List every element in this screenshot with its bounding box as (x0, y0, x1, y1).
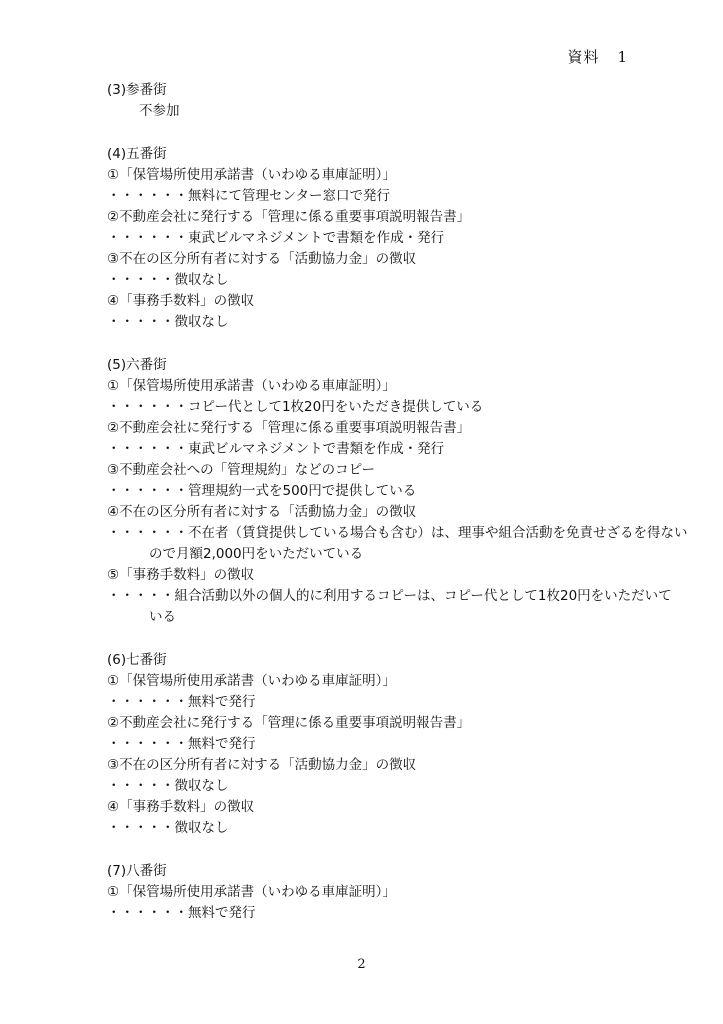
list-item: ①「保管場所使用承諾書（いわゆる車庫証明）」 (107, 378, 396, 394)
page-number: 2 (357, 957, 366, 972)
list-item: ①「保管場所使用承諾書（いわゆる車庫証明）」 (107, 673, 396, 689)
item-detail: ・・・・・・無料で発行 (107, 736, 256, 752)
section-heading: (5)六番街 (107, 357, 167, 373)
item-detail-continued: ので月額2,000円をいただいている (149, 546, 364, 562)
item-detail: ・・・・・徴収なし (107, 314, 229, 330)
list-item: ④「事務手数料」の徴収 (107, 799, 255, 815)
list-item: ④「事務手数料」の徴収 (107, 293, 255, 309)
header-number: 1 (617, 48, 628, 66)
list-item: ⑤「事務手数料」の徴収 (107, 567, 255, 583)
item-detail: ・・・・・・無料にて管理センター窓口で発行 (107, 188, 390, 204)
item-detail: ・・・・・徴収なし (107, 820, 229, 836)
item-detail: ・・・・・・コピー代として1枚20円をいただき提供している (107, 399, 484, 415)
item-detail: ・・・・・・無料で発行 (107, 905, 256, 921)
header-label: 資料 (567, 48, 600, 66)
section-heading: (7)八番街 (107, 863, 167, 879)
list-item: ②不動産会社に発行する「管理に係る重要事項説明報告書」 (107, 420, 471, 436)
document-header (567, 46, 628, 67)
item-detail: ・・・・・徴収なし (107, 272, 229, 288)
section-heading: (3)参番街 (107, 82, 167, 98)
section-spacer (107, 122, 627, 144)
item-detail: ・・・・・・東武ビルマネジメントで書類を作成・発行 (107, 441, 445, 457)
item-detail-continued: いる (149, 609, 176, 625)
section-heading: (6)七番街 (107, 652, 167, 668)
list-item: ②不動産会社に発行する「管理に係る重要事項説明報告書」 (107, 209, 471, 225)
list-item: ④不在の区分所有者に対する「活動協力金」の徴収 (107, 504, 417, 520)
list-item: ②不動産会社に発行する「管理に係る重要事項説明報告書」 (107, 715, 471, 731)
list-item: ①「保管場所使用承諾書（いわゆる車庫証明）」 (107, 167, 396, 183)
item-detail: ・・・・・・東武ビルマネジメントで書類を作成・発行 (107, 230, 445, 246)
section-spacer (107, 839, 627, 861)
item-detail: ・・・・・・無料で発行 (107, 694, 256, 710)
section-heading: (4)五番街 (107, 146, 167, 162)
section-spacer (107, 628, 627, 650)
item-detail: ・・・・・徴収なし (107, 778, 229, 794)
list-item: ①「保管場所使用承諾書（いわゆる車庫証明）」 (107, 884, 396, 900)
item-detail: ・・・・・・不在者（賃貸提供している場合も含む）は、理事や組合活動を免責せざるを得ない (107, 525, 688, 541)
section-spacer (107, 333, 627, 355)
list-item: ③不在の区分所有者に対する「活動協力金」の徴収 (107, 251, 417, 267)
item-detail: ・・・・・組合活動以外の個人的に利用するコピーは、コピー代として1枚20円をいただいて (107, 588, 672, 604)
section-note: 不参加 (139, 103, 180, 119)
list-item: ③不動産会社への「管理規約」などのコピー (107, 462, 376, 478)
item-detail: ・・・・・・管理規約一式を500円で提供している (107, 483, 417, 499)
document-body (107, 80, 688, 924)
list-item: ③不在の区分所有者に対する「活動協力金」の徴収 (107, 757, 417, 773)
